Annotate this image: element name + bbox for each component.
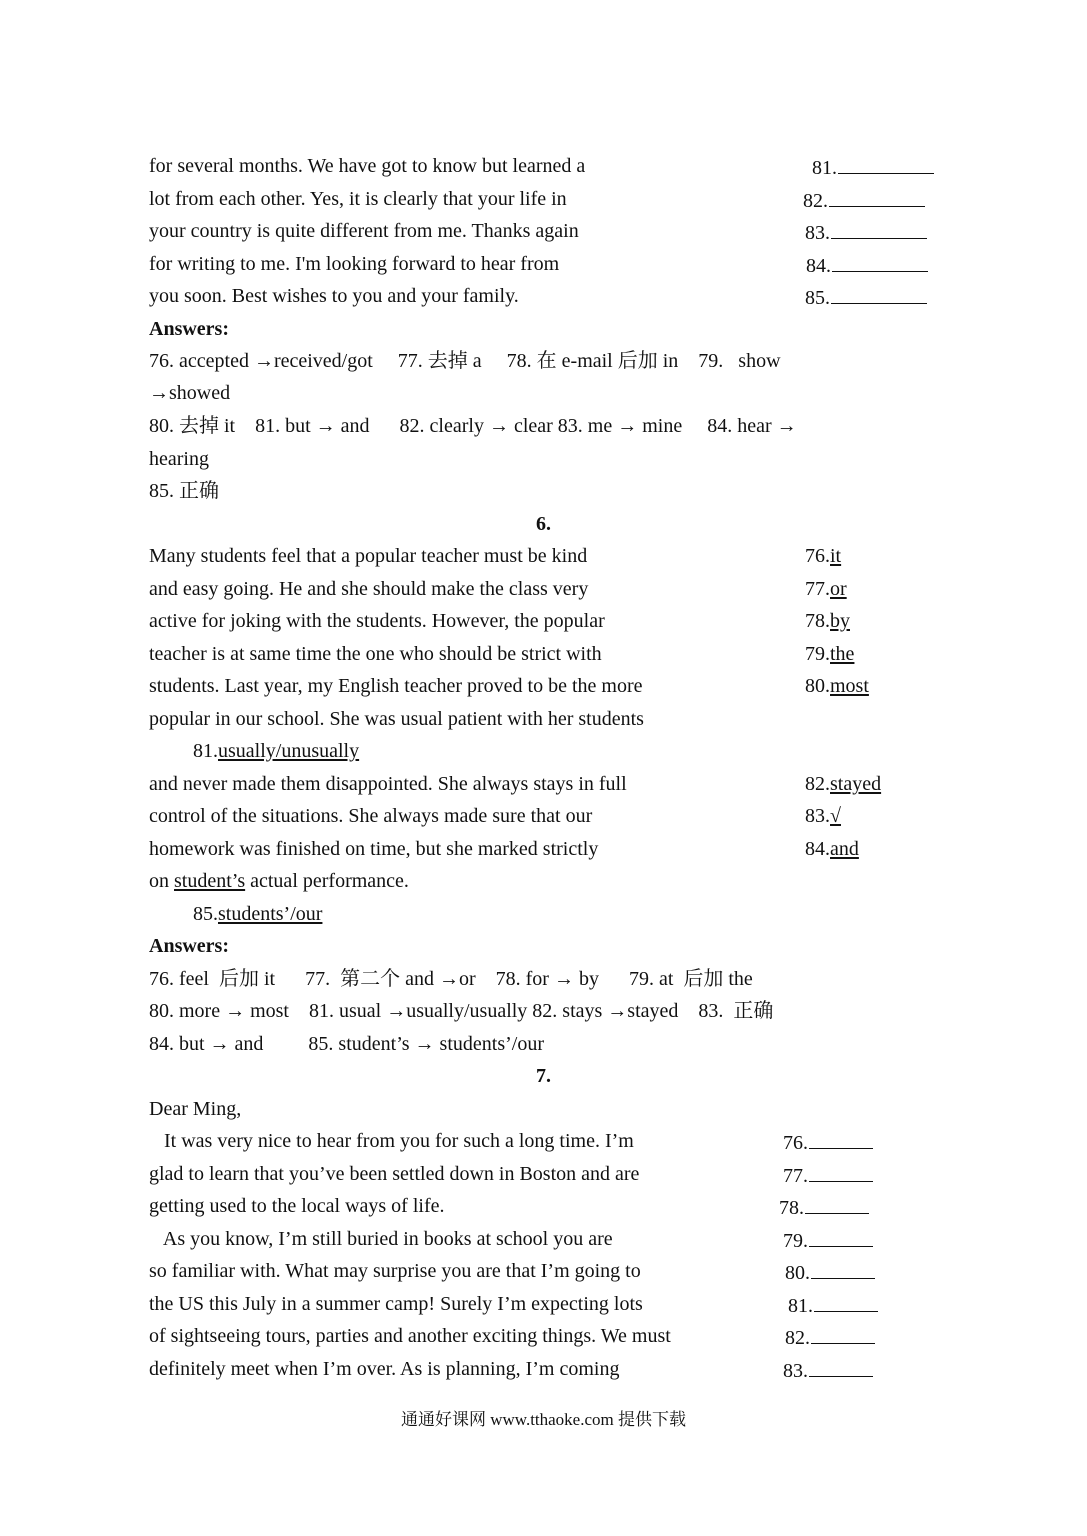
- answer-line: 85. 正确: [149, 480, 219, 502]
- answer-blank[interactable]: [811, 1321, 875, 1344]
- blank-number: 83.: [783, 1354, 873, 1386]
- passage-line: [149, 834, 949, 864]
- passage-text: glad to learn that you’ve been settled down in Boston and are: [149, 1163, 640, 1185]
- section-heading: 7.: [536, 1065, 551, 1087]
- passage-line: [149, 1256, 949, 1286]
- answer-blank[interactable]: [829, 184, 925, 207]
- answer-blank[interactable]: [809, 1159, 873, 1182]
- passage-line: [149, 801, 949, 831]
- correction-answer: students’/our: [218, 903, 323, 925]
- correction: 79.the: [805, 643, 855, 665]
- answer-blank[interactable]: [832, 249, 928, 272]
- blank-number: 77.: [783, 1159, 873, 1191]
- passage-text: you soon. Best wishes to you and your family.: [149, 285, 519, 307]
- passage-text: the US this July in a summer camp! Surely I’m expecting lots: [149, 1293, 643, 1315]
- passage-line: on student’s actual performance.: [149, 870, 409, 892]
- passage-line: [149, 1224, 949, 1254]
- correction-answer: √: [830, 805, 841, 827]
- correction-answer: usually/unusually: [218, 740, 360, 762]
- answer-blank[interactable]: [805, 1191, 869, 1214]
- passage-text: and never made them disappointed. She always stays in full: [149, 773, 627, 795]
- passage-text: lot from each other. Yes, it is clearly that your life in: [149, 188, 567, 210]
- answer-blank[interactable]: [809, 1224, 873, 1247]
- answer-blank[interactable]: [814, 1289, 878, 1312]
- passage-line: [149, 574, 949, 604]
- passage-text: teacher is at same time the one who should be strict with: [149, 643, 602, 665]
- answer-line: 76. accepted →received/got 77. 去掉 a 78. 在 e-mail 后加 in 79. show: [149, 350, 781, 372]
- passage-line: [149, 216, 949, 246]
- answers-heading: Answers:: [149, 318, 229, 340]
- passage-text: for several months. We have got to know but learned a: [149, 155, 586, 177]
- blank-number: 82.: [785, 1321, 875, 1353]
- passage-line: [149, 151, 949, 181]
- passage-line: [149, 736, 949, 766]
- passage-line: [149, 671, 949, 701]
- passage-text: so familiar with. What may surprise you are that I’m going to: [149, 1260, 641, 1282]
- passage-line: [149, 606, 949, 636]
- answer-line: →showed: [149, 382, 231, 404]
- salutation: Dear Ming,: [149, 1098, 242, 1120]
- answers-heading: Answers:: [149, 935, 229, 957]
- answer-blank[interactable]: [809, 1354, 873, 1377]
- correction: 83.√: [805, 805, 841, 827]
- passage-text: popular in our school. She was usual patient with her students: [149, 708, 644, 730]
- correction-answer: it: [830, 545, 842, 567]
- correction: 78.by: [805, 610, 850, 632]
- passage-line: [149, 639, 949, 669]
- passage-text: and easy going. He and she should make the class very: [149, 578, 589, 600]
- answer-blank[interactable]: [831, 281, 927, 304]
- passage-text: active for joking with the students. However, the popular: [149, 610, 605, 632]
- answer-line: 80. 去掉 it 81. but → and 82. clearly → clear 83. me → mine 84. hear →: [149, 415, 797, 437]
- passage-line: [149, 769, 949, 799]
- correction-answer: by: [830, 610, 850, 632]
- correction-answer: the: [830, 643, 855, 665]
- answer-line: 80. more → most 81. usual →usually/usually 82. stays →stayed 83. 正确: [149, 1000, 774, 1022]
- blank-number: 85.: [805, 281, 927, 313]
- passage-line: [149, 281, 949, 311]
- passage-text: homework was finished on time, but she marked strictly: [149, 838, 599, 860]
- passage-text: definitely meet when I’m over. As is planning, I’m coming: [149, 1358, 620, 1380]
- correction: 76.it: [805, 545, 842, 567]
- passage-text: It was very nice to hear from you for such a long time. I’m: [149, 1130, 634, 1152]
- answer-blank[interactable]: [838, 151, 934, 174]
- correction: 85.students’/our: [193, 903, 323, 925]
- correction-answer: most: [830, 675, 869, 697]
- section-heading: 6.: [536, 513, 551, 535]
- answer-blank[interactable]: [809, 1126, 873, 1149]
- passage-text: students. Last year, my English teacher proved to be the more: [149, 675, 643, 697]
- passage-text: for writing to me. I'm looking forward to hear from: [149, 253, 560, 275]
- correction-answer: or: [830, 578, 847, 600]
- answer-line: 84. but → and 85. student’s → students’/our: [149, 1033, 544, 1055]
- passage-line: [149, 1289, 949, 1319]
- passage-text: of sightseeing tours, parties and another exciting things. We must: [149, 1325, 671, 1347]
- passage-text: Many students feel that a popular teacher must be kind: [149, 545, 588, 567]
- passage-line: [149, 184, 949, 214]
- correction: 77.or: [805, 578, 847, 600]
- correction-answer: stayed: [830, 773, 882, 795]
- passage-text: your country is quite different from me. Thanks again: [149, 220, 579, 242]
- passage-line: [149, 1126, 949, 1156]
- answer-blank[interactable]: [831, 216, 927, 239]
- page-footer: 通通好课网 www.tthaoke.com 提供下载: [400, 1410, 687, 1429]
- passage-line: [149, 541, 949, 571]
- blank-number: 81.: [812, 151, 934, 183]
- correction: 80.most: [805, 675, 869, 697]
- answer-line: hearing: [149, 448, 209, 470]
- blank-number: 80.: [785, 1256, 875, 1288]
- blank-number: 83.: [805, 216, 927, 248]
- blank-number: 82.: [803, 184, 925, 216]
- passage-line: [149, 1354, 949, 1384]
- correction-answer: and: [830, 838, 859, 860]
- answer-blank[interactable]: [811, 1256, 875, 1279]
- correction: 82.stayed: [805, 773, 882, 795]
- correction: 84.and: [805, 838, 859, 860]
- passage-line: [149, 249, 949, 279]
- passage-line: [149, 899, 949, 929]
- passage-line: [149, 1159, 949, 1189]
- passage-text: getting used to the local ways of life.: [149, 1195, 445, 1217]
- blank-number: 84.: [806, 249, 928, 281]
- blank-number: 81.: [788, 1289, 878, 1321]
- passage-line: [149, 704, 949, 734]
- answer-line: 76. feel 后加 it 77. 第二个 and →or 78. for → by 79. at 后加 the: [149, 968, 753, 990]
- passage-line: [149, 1191, 949, 1221]
- underlined-error: student’s: [174, 870, 246, 892]
- passage-text: As you know, I’m still buried in books at school you are: [149, 1228, 613, 1250]
- passage-text: control of the situations. She always made sure that our: [149, 805, 593, 827]
- blank-number: 79.: [783, 1224, 873, 1256]
- blank-number: 76.: [783, 1126, 873, 1158]
- blank-number: 78.: [779, 1191, 869, 1223]
- correction: 81.usually/unusually: [193, 740, 360, 762]
- passage-line: [149, 1321, 949, 1351]
